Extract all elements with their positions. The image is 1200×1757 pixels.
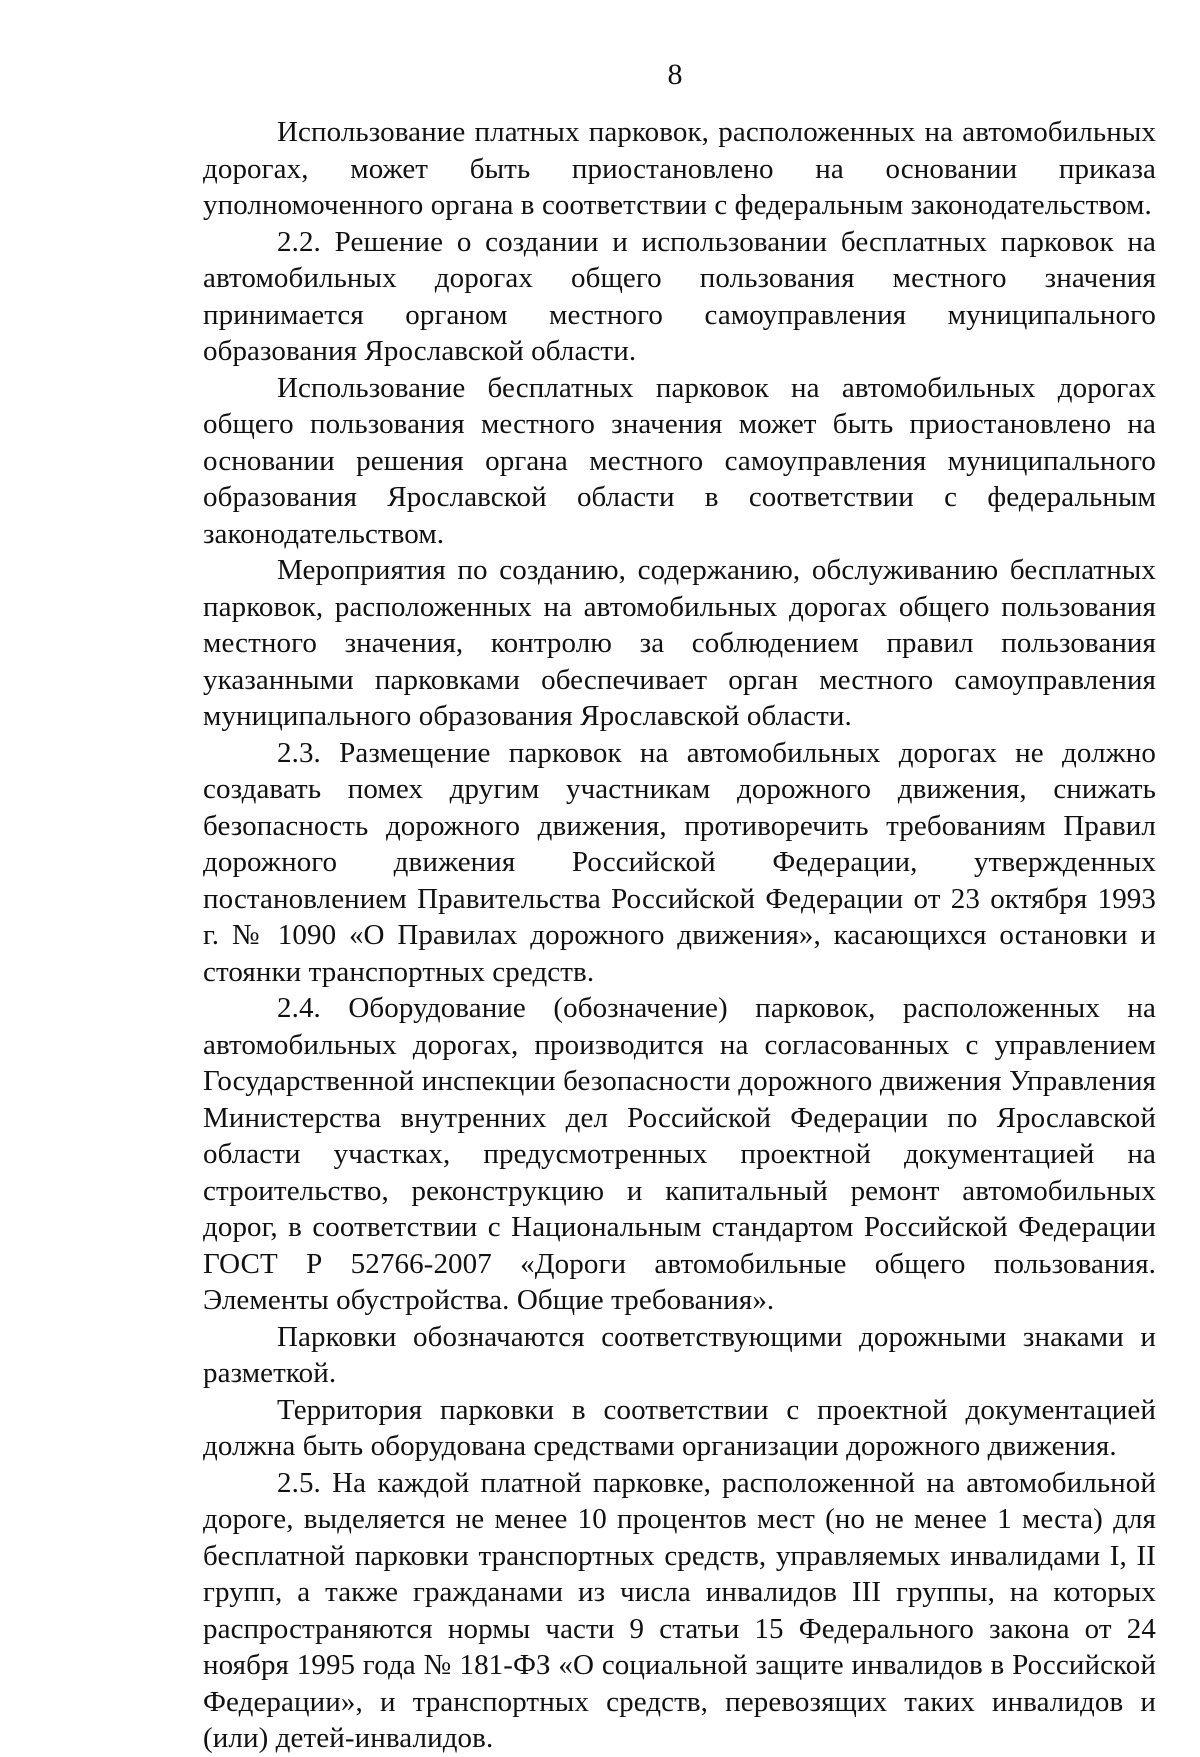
- paragraph: 2.3. Размещение парковок на автомобильных дорогах не должно создавать помех другим участникам дорожного движения, снижать безопасность дорожного движения, противоречить требованиям Правил дорожного движения Российской Федерации, утвержденных постановлением Правительства Российской Федерации от 23 октября 1993 г. № 1090 «О Правилах дорожного движения», касающихся остановки и стоянки транспортных средств.: [203, 736, 1156, 988]
- document-body: [203, 114, 1156, 1757]
- paragraph: 2.2. Решение о создании и использовании бесплатных парковок на автомобильных дорогах общего пользования местного значения принимается органом местного самоуправления муниципального образования Ярославской области.: [203, 225, 1156, 367]
- paragraph: Использование платных парковок, расположенных на автомобильных дорогах, может быть приостановлено на основании приказа уполномоченного органа в соответствии с федеральным законодательством.: [203, 116, 1156, 221]
- paragraph: Парковки обозначаются соответствующими дорожными знаками и разметкой.: [203, 1320, 1156, 1389]
- page-number: 8: [667, 58, 683, 91]
- paragraph: Территория парковки в соответствии с проектной документацией должна быть оборудована средствами организации дорожного движения.: [203, 1393, 1156, 1462]
- paragraph: Использование бесплатных парковок на автомобильных дорогах общего пользования местного значения может быть приостановлено на основании решения органа местного самоуправления муниципального образования Ярославской области в соответствии с федеральным законодательством.: [203, 371, 1156, 550]
- paragraph: Мероприятия по созданию, содержанию, обслуживанию бесплатных парковок, расположенных на автомобильных дорогах общего пользования местного значения, контролю за соблюдением правил пользования указанными парковками обеспечивает орган местного самоуправления муниципального образования Ярославской области.: [203, 554, 1156, 732]
- paragraph: 2.5. На каждой платной парковке, расположенной на автомобильной дороге, выделяется не менее 10 процентов мест (но не менее 1 места) для бесплатной парковки транспортных средств, управляемых инвалидами I, II групп, а также гражданами из числа инвалидов III группы, на которых распространяются нормы части 9 статьи 15 Федерального закона от 24 ноября 1995 года № 181-ФЗ «О социальной защите инвалидов в Российской Федерации», и транспортных средств, перевозящих таких инвалидов и (или) детей-инвалидов.: [203, 1466, 1156, 1754]
- paragraph: 2.4. Оборудование (обозначение) парковок, расположенных на автомобильных дорогах, производится на согласованных с управлением Государственной инспекции безопасности дорожного движения Управления Министерства внутренних дел Российской Федерации по Ярославской области участках, предусмотренных проектной документацией на строительство, реконструкцию и капитальный ремонт автомобильных дорог, в соответствии с Национальным стандартом Российской Федерации ГОСТ Р 52766-2007 «Дороги автомобильные общего пользования. Элементы обустройства. Общие требования».: [203, 992, 1156, 1316]
